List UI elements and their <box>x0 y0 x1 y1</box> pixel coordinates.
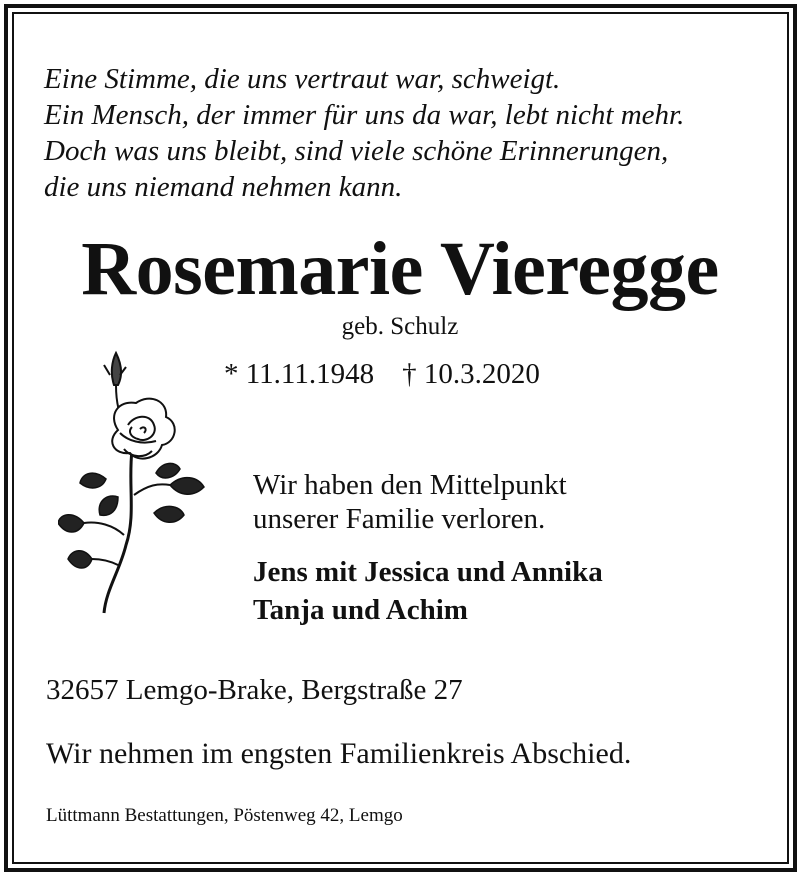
farewell-note: Wir nehmen im engsten Familienkreis Abschied. <box>46 737 632 770</box>
message-line: Wir haben den Mittelpunkt <box>253 469 567 501</box>
loss-message <box>253 468 567 536</box>
poem-line: die uns niemand nehmen kann. <box>44 171 403 203</box>
poem-line: Doch was uns bleibt, sind viele schöne Erinnerungen, <box>44 135 669 167</box>
life-dates <box>224 358 540 391</box>
mourners <box>253 553 603 629</box>
poem-line: Ein Mensch, der immer für uns da war, lebt nicht mehr. <box>44 99 685 131</box>
maiden-name: geb. Schulz <box>341 313 459 340</box>
funeral-home: Lüttmann Bestattungen, Pöstenweg 42, Lemgo <box>46 805 403 826</box>
rose-icon <box>58 345 208 615</box>
deceased-name: Rosemarie Vieregge <box>81 227 719 311</box>
mourner-line: Jens mit Jessica und Annika <box>253 556 603 588</box>
birth-date: * 11.11.1948 <box>224 358 375 390</box>
message-line: unserer Familie verloren. <box>253 503 546 535</box>
death-date: † 10.3.2020 <box>402 358 540 390</box>
poem <box>44 61 684 205</box>
poem-line: Eine Stimme, die uns vertraut war, schweigt. <box>44 63 561 95</box>
mourner-line: Tanja und Achim <box>253 594 468 626</box>
address: 32657 Lemgo-Brake, Bergstraße 27 <box>46 674 463 706</box>
